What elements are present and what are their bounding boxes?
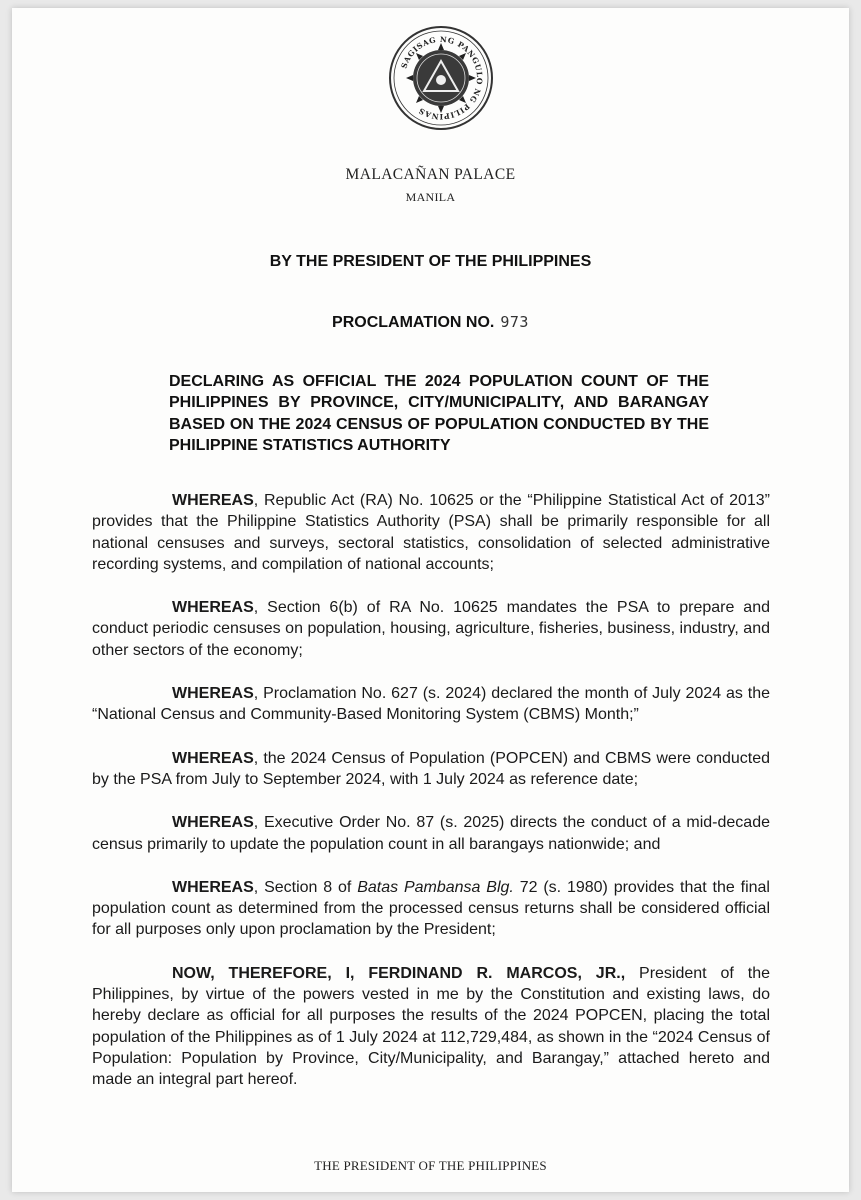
- presidential-seal: [388, 25, 494, 131]
- issuing-authority: BY THE PRESIDENT OF THE PHILIPPINES: [269, 253, 592, 270]
- proclamation-number: [12, 313, 849, 332]
- document-page: [12, 8, 849, 1192]
- whereas-clause-2: WHEREAS, Section 6(b) of RA No. 10625 mandates the PSA to prepare and conduct periodic censuses on population, housing, agriculture, fisheries, business, industry, and other sectors of the economy;: [92, 599, 770, 659]
- svg-text:SAGISAG NG PANGULO NG PILIPINA: SAGISAG NG PANGULO NG PILIPINAS: [399, 34, 485, 122]
- whereas-clause-3: WHEREAS, Proclamation No. 627 (s. 2024) declared the month of July 2024 as the “National Census and Community-Based Monitoring System (CBMS) Month;”: [92, 685, 770, 724]
- operative-clause: NOW, THEREFORE, I, FERDINAND R. MARCOS, JR., President of the Philippines, by virtue of the powers vested in me by the Constitution and existing laws, do hereby declare as official for all purposes the results of the 2024 POPCEN, placing the total population of the Philippines as of 1 July 2024 at 112,729,484, as shown in the “2024 Census of Population: Population by Province, City/Municipality, and Barangay,” attached hereto and made an integral part hereof.: [92, 964, 770, 1089]
- proclamation-number-value: 973: [500, 313, 529, 331]
- proclamation-body: [92, 490, 770, 1091]
- palace-name: MALACAÑAN PALACE: [345, 166, 516, 183]
- whereas-clause-4: WHEREAS, the 2024 Census of Population (POPCEN) and CBMS were conducted by the PSA from July to September 2024, with 1 July 2024 as reference date;: [92, 749, 770, 788]
- whereas-clause-6: WHEREAS, Section 8 of Batas Pambansa Blg. 72 (s. 1980) provides that the final population count as determined from the processed census returns shall be considered official for all purposes only upon proclamation by the President;: [92, 878, 770, 939]
- page-footer: THE PRESIDENT OF THE PHILIPPINES: [314, 1158, 547, 1173]
- whereas-clause-5: WHEREAS, Executive Order No. 87 (s. 2025) directs the conduct of a mid-decade census primarily to update the population count in all barangays nationwide; and: [92, 814, 770, 853]
- city-name: MANILA: [405, 190, 456, 204]
- whereas-clause-1: WHEREAS, Republic Act (RA) No. 10625 or the “Philippine Statistical Act of 2013” provides that the Philippine Statistics Authority (PSA) shall be primarily responsible for all national censuses and surveys, sectoral statistics, consolidation of selected administrative recording systems, and compilation of national accounts;: [92, 492, 770, 573]
- proclamation-title: DECLARING AS OFFICIAL THE 2024 POPULATION COUNT OF THE PHILIPPINES BY PROVINCE, CITY/MUNICIPALITY, AND BARANGAY BASED ON THE 2024 CENSUS OF POPULATION CONDUCTED BY THE PHILIPPINE STATISTICS AUTHORITY: [169, 373, 709, 454]
- proclamation-label: PROCLAMATION NO.: [332, 314, 495, 331]
